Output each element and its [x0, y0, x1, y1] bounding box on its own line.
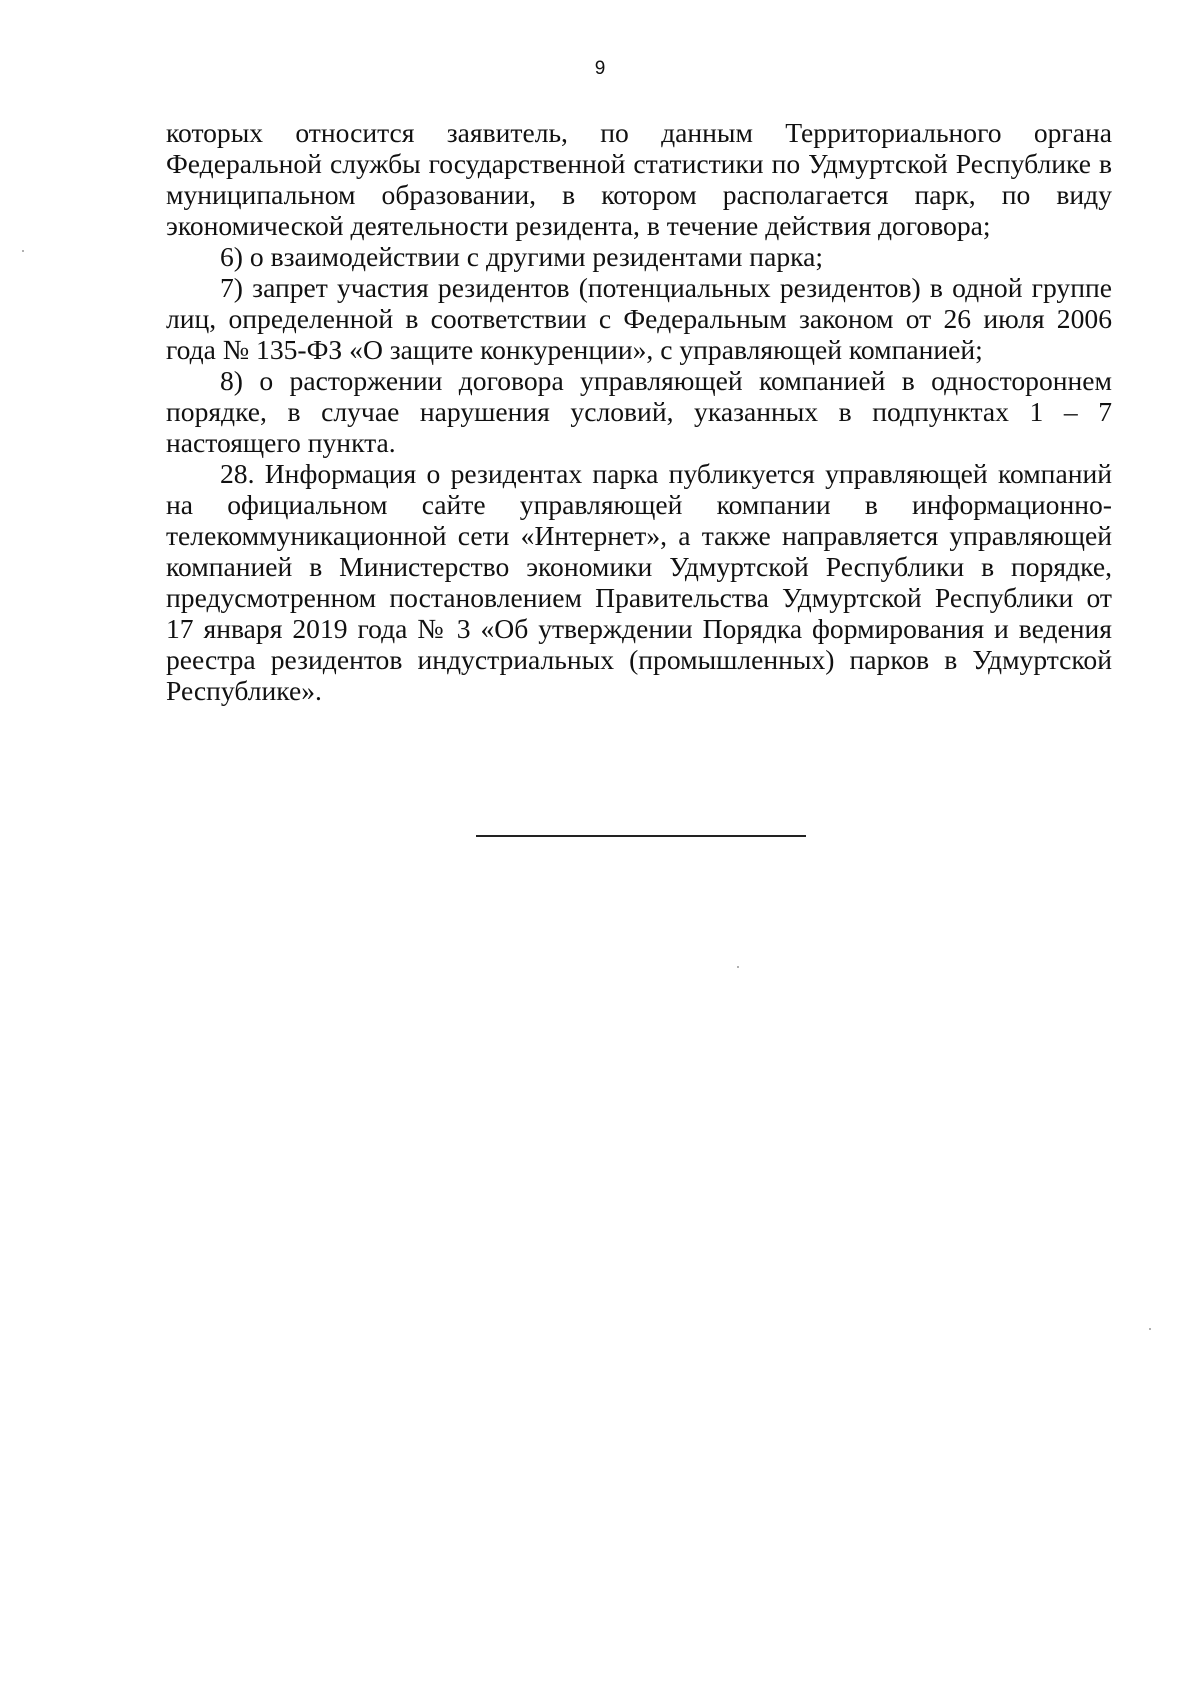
- paragraph-continuation: которых относится заявитель, по данным Территориального органа Федеральной службы государственной статистики по Удмуртской Республике в муниципальном образовании, в котором располагается парк, по виду экономической деятельности резидента, в течение действия договора;: [166, 117, 1112, 241]
- paragraph-item-7: 7) запрет участия резидентов (потенциальных резидентов) в одной группе лиц, определенной в соответствии с Федеральным законом от 26 июля 2006 года № 135-ФЗ «О защите конкуренции», с управляющей компанией;: [166, 272, 1112, 365]
- paragraph-item-6: 6) о взаимодействии с другими резидентами парка;: [220, 241, 824, 272]
- end-of-document-rule: [476, 835, 806, 837]
- scan-speck: [22, 250, 24, 252]
- document-body: [166, 117, 1112, 706]
- scan-speck: [1149, 1328, 1151, 1330]
- scan-speck: [737, 966, 739, 968]
- page-number: 9: [594, 58, 606, 79]
- paragraph-point-28: 28. Информация о резидентах парка публикуется управляющей компаний на официальном сайте управляющей компании в информационно-телекоммуникационной сети «Интернет», а также направляется управляющей компанией в Министерство экономики Удмуртской Республики в порядке, предусмотренном постановлением Правительства Удмуртской Республики от 17 января 2019 года № 3 «Об утверждении Порядка формирования и ведения реестра резидентов индустриальных (промышленных) парков в Удмуртской Республике».: [166, 458, 1112, 706]
- paragraph-item-8: 8) о расторжении договора управляющей компанией в одностороннем порядке, в случае нарушения условий, указанных в подпунктах 1 – 7 настоящего пункта.: [166, 365, 1112, 458]
